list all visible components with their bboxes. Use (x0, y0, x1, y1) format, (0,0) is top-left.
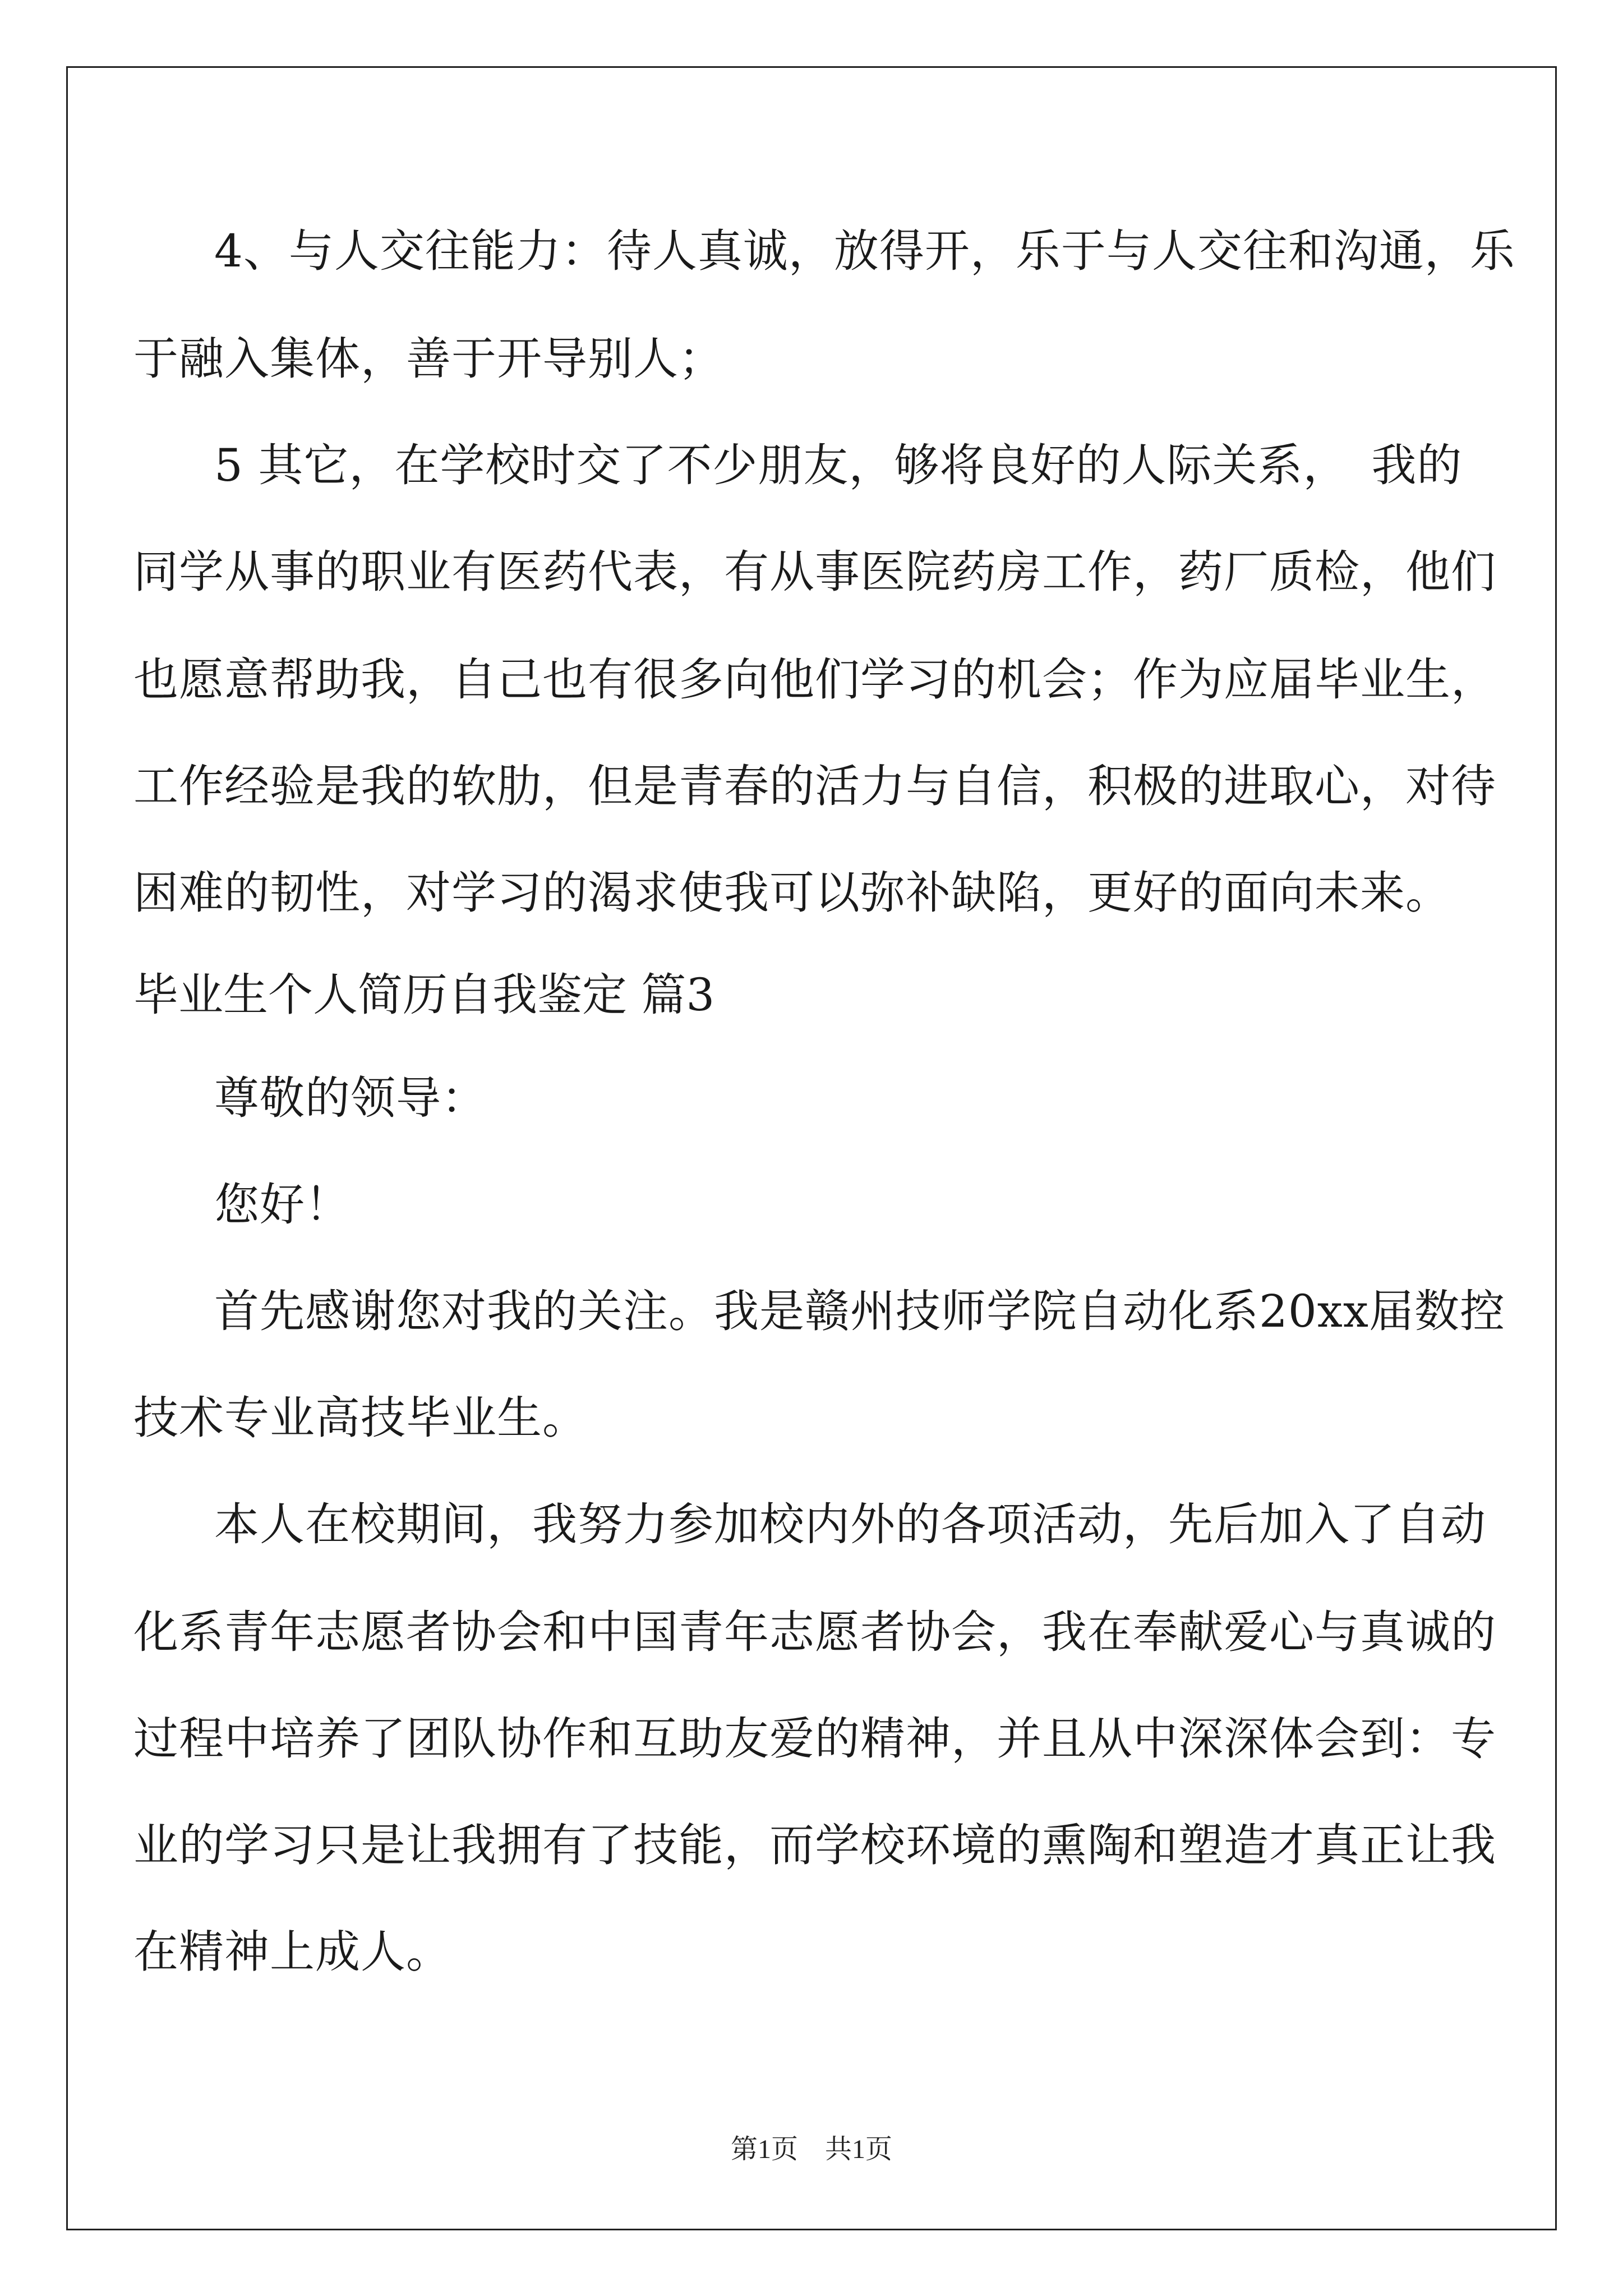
paragraph-line: 同学从事的职业有医药代表，有从事医院药房工作，药厂质检，他们 (133, 546, 1496, 598)
paragraph-line: 困难的韧性，对学习的渴求使我可以弥补缺陷，更好的面向未来。 (133, 867, 1451, 919)
page-footer (0, 2136, 1623, 2163)
paragraph-line: 过程中培养了团队协作和互助友爱的精神，并且从中深深体会到：专 (133, 1713, 1496, 1765)
paragraph-line: 也愿意帮助我，自己也有很多向他们学习的机会；作为应届毕业生， (133, 654, 1496, 706)
paragraph-line: 本人在校期间，我努力参加校内外的各项活动，先后加入了自动 (214, 1498, 1486, 1550)
salutation: 尊敬的领导： (214, 1072, 487, 1124)
paragraph-line: 业的学习只是让我拥有了技能，而学校环境的熏陶和塑造才真正让我 (133, 1819, 1496, 1871)
page-number: 第1页 (730, 2134, 798, 2164)
paragraph-line: 化系青年志愿者协会和中国青年志愿者协会，我在奉献爱心与真诚的 (133, 1606, 1496, 1658)
paragraph-line: 5 其它，在学校时交了不少朋友，够将良好的人际关系， 我的 (214, 439, 1463, 491)
paragraph-line: 于融入集体，善于开导别人； (133, 333, 724, 385)
paragraph-line: 技术专业高技毕业生。 (133, 1392, 588, 1444)
page-total: 共1页 (825, 2134, 893, 2164)
greeting: 您好！ (214, 1179, 351, 1231)
section-heading: 毕业生个人简历自我鉴定 篇3 (133, 969, 715, 1021)
paragraph-line: 工作经验是我的软肋，但是青春的活力与自信，积极的进取心，对待 (133, 760, 1496, 812)
paragraph-line: 首先感谢您对我的关注。我是赣州技师学院自动化系20xx届数控 (214, 1285, 1506, 1337)
paragraph-line: 4、与人交往能力：待人真诚，放得开，乐于与人交往和沟通，乐 (214, 225, 1515, 277)
page-frame (66, 66, 1557, 2230)
paragraph-line: 在精神上成人。 (133, 1926, 451, 1978)
